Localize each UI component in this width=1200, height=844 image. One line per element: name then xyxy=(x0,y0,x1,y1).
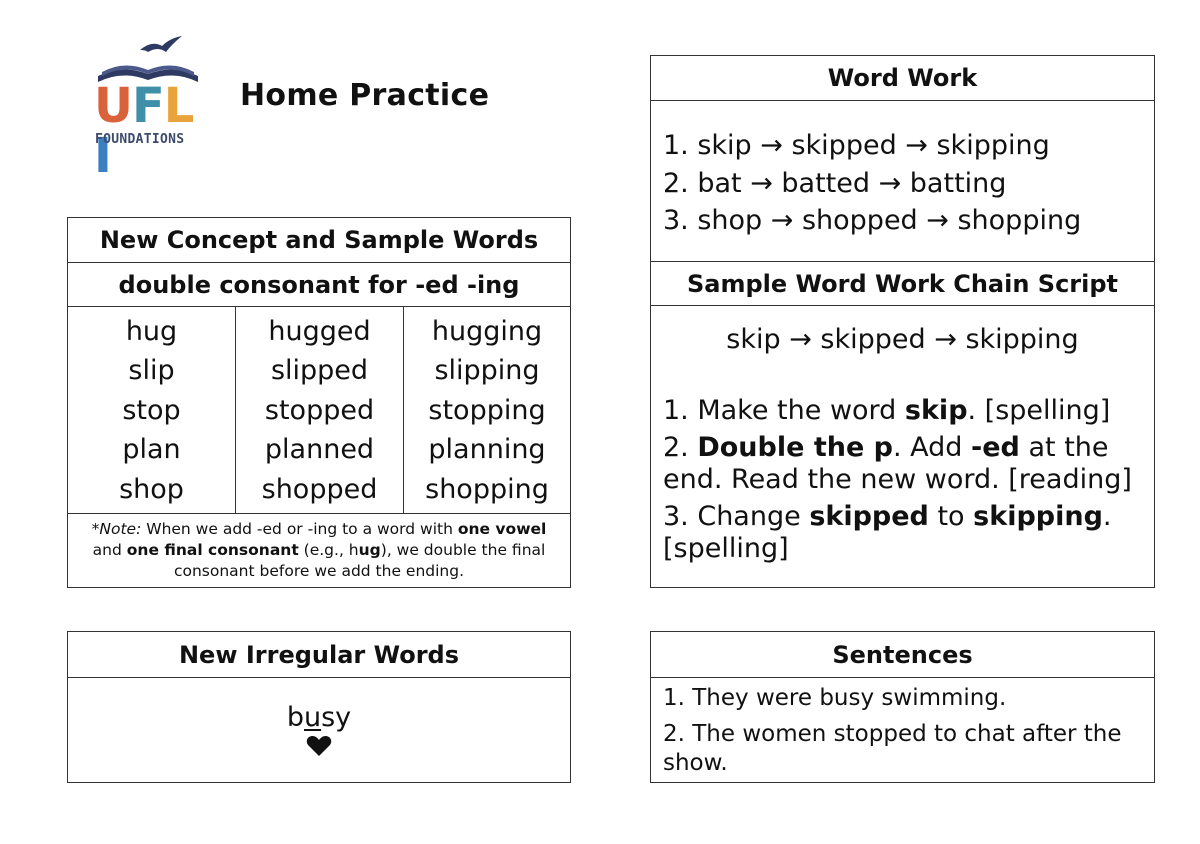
page-title: Home Practice xyxy=(240,78,490,113)
note-text: (e.g., h xyxy=(298,541,359,559)
word-work-header: Word Work xyxy=(651,56,1154,101)
concept-subheader: double consonant for -ed -ing xyxy=(68,263,570,307)
sample-word: stopped xyxy=(264,394,375,426)
chain-line: skip → skipped → skipping xyxy=(726,324,1079,355)
step-text: . Add xyxy=(893,432,972,463)
step-emphasis: Double the p xyxy=(697,432,893,463)
sentence-item: 1. They were busy swimming. xyxy=(663,685,1007,711)
ed-words-column xyxy=(235,307,403,513)
step-emphasis: -ed xyxy=(971,432,1020,463)
note-text: When we add -ed or -ing to a word with xyxy=(141,520,458,538)
concept-note xyxy=(68,514,570,582)
note-text: and xyxy=(92,541,127,559)
word-work-item: 3. shop → shopped → shopping xyxy=(663,205,1082,236)
step-text: to xyxy=(928,501,974,532)
chain-step-3 xyxy=(663,501,1154,565)
logo-wordmark xyxy=(94,78,204,184)
sample-word: hugged xyxy=(268,315,371,347)
heart-part-underline: u xyxy=(303,702,322,733)
word-work-box xyxy=(650,55,1155,588)
word-part: sy xyxy=(321,702,352,733)
sample-word: planned xyxy=(264,434,375,465)
note-emphasis: one vowel xyxy=(457,520,547,538)
chain-steps xyxy=(651,395,1154,565)
word-part: b xyxy=(286,702,304,733)
word-work-item: 2. bat → batted → batting xyxy=(663,167,1007,199)
heart-icon xyxy=(306,735,332,757)
note-emphasis: one final consonant xyxy=(126,541,299,559)
sample-word: shopping xyxy=(425,473,549,505)
step-emphasis: skip xyxy=(904,395,968,426)
logo-letter-i: I xyxy=(94,128,111,184)
irregular-header: New Irregular Words xyxy=(68,632,570,678)
step-emphasis: skipping xyxy=(973,501,1103,532)
sentences-list xyxy=(651,678,1154,778)
logo-letter-f: F xyxy=(131,78,164,134)
step-emphasis: skipped xyxy=(809,501,929,532)
sample-word: planning xyxy=(428,434,546,465)
sample-word: stopping xyxy=(428,394,546,426)
chain-step-1 xyxy=(663,395,1154,427)
irregular-word xyxy=(68,702,570,733)
ing-words-column xyxy=(403,307,570,513)
step-text: 2. xyxy=(663,432,698,463)
sample-words-grid xyxy=(68,307,570,514)
new-concept-box xyxy=(67,217,571,588)
base-words-column xyxy=(68,307,235,513)
note-text: ), we double the final consonant before we add the ending. xyxy=(173,541,546,580)
step-text: at the end. Read the new word. [reading] xyxy=(663,432,1132,495)
word-work-item: 1. skip → skipped → skipping xyxy=(663,130,1050,161)
sample-word: plan xyxy=(122,434,181,465)
sample-word: hugging xyxy=(431,315,543,347)
note-emphasis: ug xyxy=(358,541,381,559)
sample-word: stop xyxy=(122,394,181,426)
concept-header: New Concept and Sample Words xyxy=(68,218,570,263)
sample-word: shop xyxy=(119,473,184,505)
logo-letter-l: L xyxy=(163,78,194,134)
sentence-item: 2. The women stopped to chat after the show. xyxy=(663,721,1122,776)
irregular-words-box xyxy=(67,631,571,783)
sample-word: slipping xyxy=(434,355,540,386)
logo-letter-u: U xyxy=(94,78,132,134)
irregular-body xyxy=(68,678,570,757)
logo-subtitle: FOUNDATIONS xyxy=(95,132,185,147)
sentences-header: Sentences xyxy=(651,632,1154,678)
word-work-list xyxy=(651,101,1154,262)
sample-word: hug xyxy=(125,315,178,347)
ufli-logo xyxy=(92,36,204,184)
sample-word: slip xyxy=(128,355,175,386)
chain-script-header: Sample Word Work Chain Script xyxy=(651,262,1154,306)
sentences-box xyxy=(650,631,1155,783)
sample-word: shopped xyxy=(261,473,378,505)
note-label: *Note: xyxy=(91,520,142,538)
step-text: . [spelling] xyxy=(663,501,1112,564)
chain-step-2 xyxy=(663,432,1154,496)
step-text: . [spelling] xyxy=(967,395,1111,426)
step-text: 3. Change xyxy=(663,501,810,532)
step-text: 1. Make the word xyxy=(663,395,905,426)
sample-word: slipped xyxy=(270,355,369,386)
